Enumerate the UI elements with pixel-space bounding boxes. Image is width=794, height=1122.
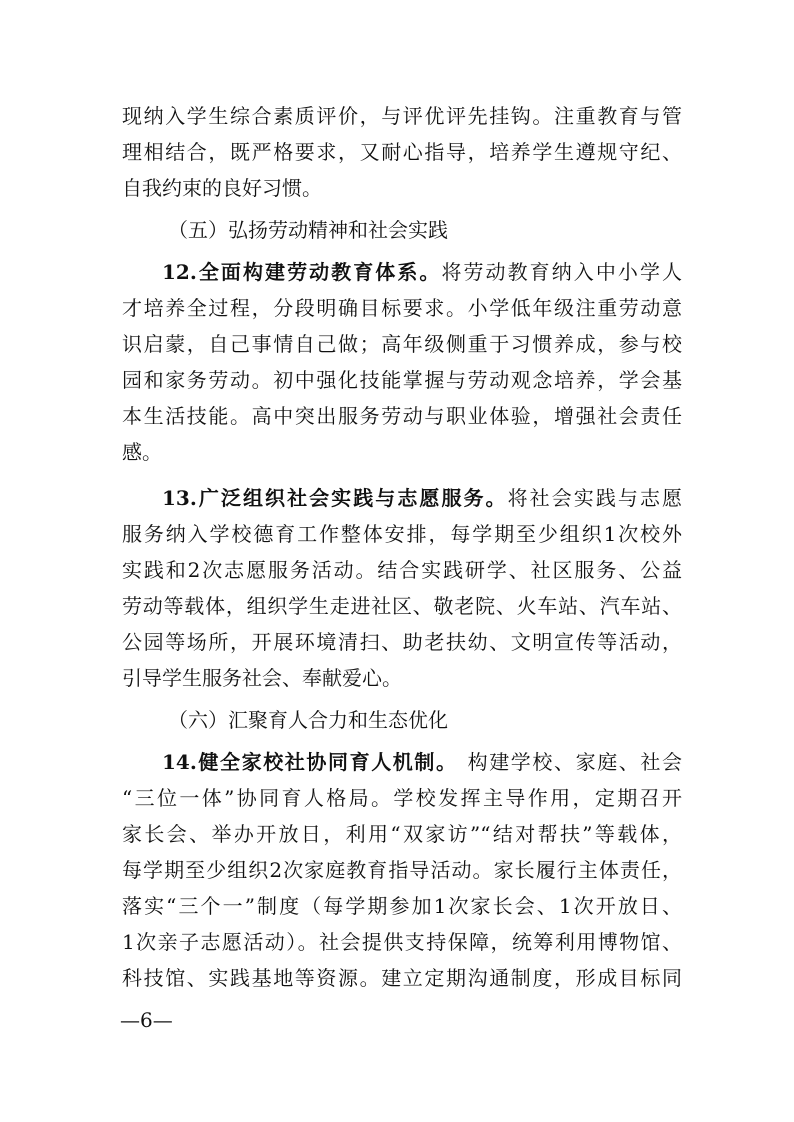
item-14-first-line [122, 744, 682, 780]
item-12-line-3: 识启蒙，自己事情自己做；高年级侧重于习惯养成，参与校 [122, 332, 682, 356]
item-13-line-4: 劳动等载体，组织学生走进社区、敬老院、火车站、汽车站、 [122, 594, 682, 618]
section-heading-5: （五）弘扬劳动精神和社会实践 [168, 218, 448, 242]
item-14-line-2: “三位一体”协同育人格局。学校发挥主导作用，定期召开 [122, 786, 682, 810]
item-13-line-3: 实践和2次志愿服务活动。结合实践研学、社区服务、公益 [122, 558, 682, 582]
item-12-line-5: 本生活技能。高中突出服务劳动与职业体验，增强社会责任 [122, 404, 682, 428]
document-body [122, 98, 682, 996]
intro-line-3: 自我约束的良好习惯。 [122, 176, 322, 200]
item-14-line-7: 科技馆、实践基地等资源。建立定期沟通制度，形成目标同 [122, 966, 682, 990]
item-12-paragraph [122, 254, 682, 470]
item-12-first-rest: 将劳动教育纳入中小学人 [441, 260, 682, 284]
item-12-line-6: 感。 [122, 440, 162, 464]
item-14-lead: 14.健全家校社协同育人机制。 [162, 750, 458, 774]
intro-line-2: 理相结合，既严格要求，又耐心指导，培养学生遵规守纪、 [122, 140, 682, 164]
item-13-line-6: 引导学生服务社会、奉献爱心。 [122, 666, 402, 690]
item-12-line-2: 才培养全过程，分段明确目标要求。小学低年级注重劳动意 [122, 296, 682, 320]
intro-line-1: 现纳入学生综合素质评价，与评优评先挂钩。注重教育与管 [122, 104, 682, 128]
item-13-line-2: 服务纳入学校德育工作整体安排，每学期至少组织1次校外 [122, 522, 682, 546]
intro-paragraph [122, 98, 682, 206]
section-heading-6: （六）汇聚育人合力和生态优化 [168, 708, 448, 732]
item-13-paragraph [122, 480, 682, 696]
item-13-first-rest: 将社会实践与志愿 [507, 486, 683, 510]
item-12-line-4: 园和家务劳动。初中强化技能掌握与劳动观念培养，学会基 [122, 368, 682, 392]
item-13-first-line [122, 480, 682, 516]
item-14-line-6: 1次亲子志愿活动）。社会提供支持保障，统筹利用博物馆、 [122, 930, 682, 954]
item-14-paragraph [122, 744, 682, 996]
item-13-line-5: 公园等场所，开展环境清扫、助老扶幼、文明宣传等活动， [122, 630, 682, 654]
page-number: —6— [120, 1008, 173, 1032]
item-13-lead: 13.广泛组织社会实践与志愿服务。 [162, 486, 508, 510]
item-14-line-5: 落实“三个一”制度（每学期参加1次家长会、1次开放日、 [122, 894, 682, 918]
item-14-line-4: 每学期至少组织2次家庭教育指导活动。家长履行主体责任， [122, 858, 682, 882]
item-12-first-line [122, 254, 682, 290]
item-14-first-rest: 构建学校、家庭、社会 [467, 750, 683, 774]
item-14-line-3: 家长会、举办开放日，利用“双家访”“结对帮扶”等载体， [122, 822, 682, 846]
item-12-lead: 12.全面构建劳动教育体系。 [162, 260, 442, 284]
